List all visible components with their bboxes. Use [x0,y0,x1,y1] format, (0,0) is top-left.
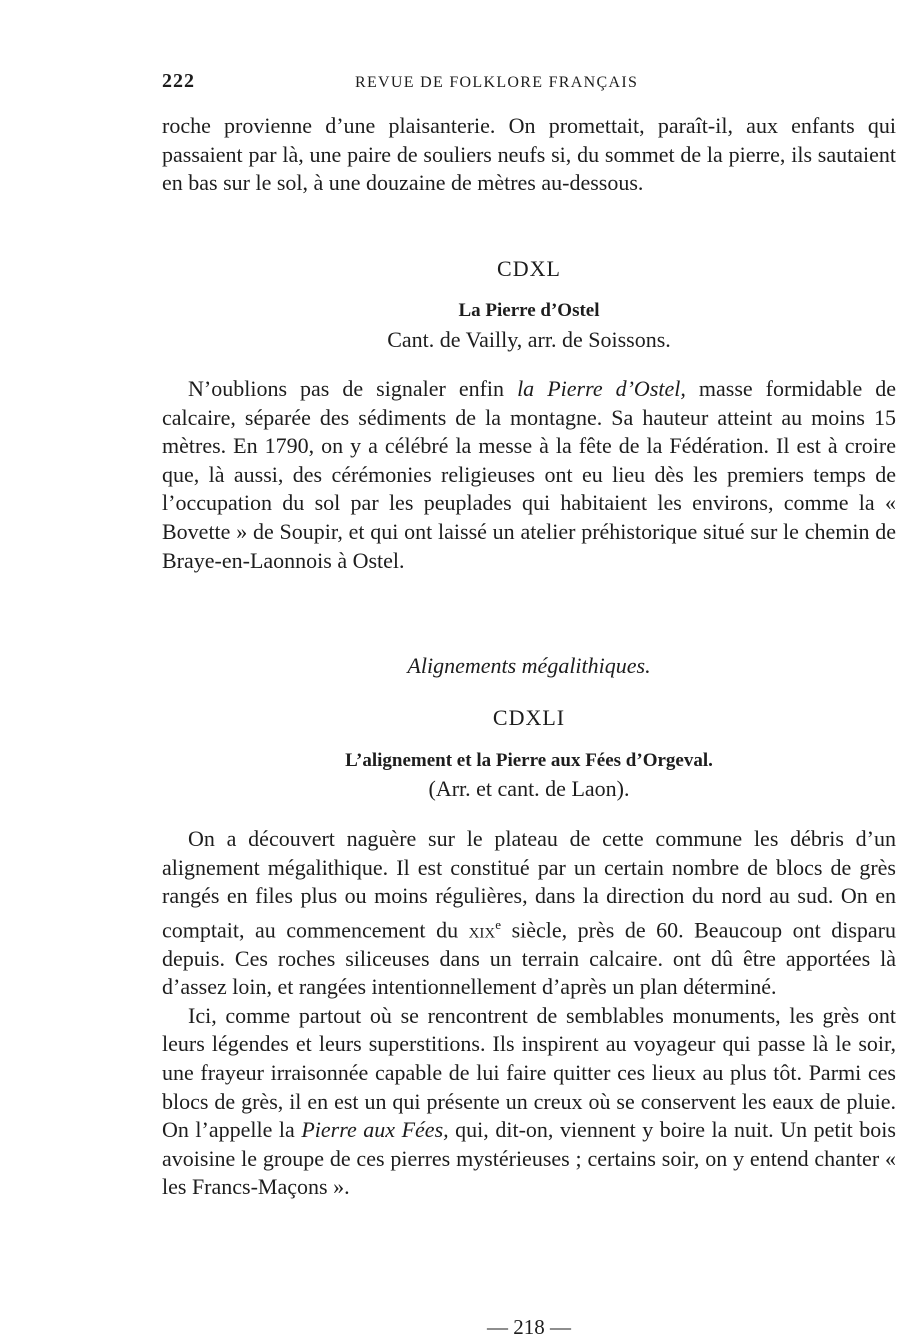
section1-paragraph [162,375,896,575]
intro-paragraph [162,112,896,198]
section1-number: CDXL [497,256,561,281]
section2-location: (Arr. et cant. de Laon). [428,776,630,801]
section2-para1-before: On a découvert naguère sur le plateau de cette commune les débris d’un alignement mégalithique. Il est constitué par un certain nombre de blocs de grès rangés en files plus ou moins régulières, dans la direction du nord au sud. On en comptait, au commencement du [162,826,896,943]
section2-paragraph-1 [162,825,896,1002]
subheading: Alignements mégalithiques. [407,653,651,678]
section2-number: CDXLI [492,705,566,730]
intro-text: roche provienne d’une plaisanterie. On promettait, paraît-il, aux enfants qui passaient par là, une paire de souliers neufs si, du sommet de la pierre, ils sautaient en bas sur le sol, à une douzaine de mètres au-dessous. [162,113,896,196]
section2-title: L’alignement et la Pierre aux Fées d’Orgeval. [345,750,713,771]
section2-para1-after: siècle, près de 60. Beaucoup ont disparu depuis. Ces roches siliceuses dans un terrain calcaire. ont dû être apportées là d’assez loin, et rangées intentionnellement d’après un plan déterminé. [162,917,897,1000]
header-page-number: 222 [162,70,195,92]
section2-para1-sup: e [495,916,502,932]
running-header [162,70,896,96]
section2-paragraph-2 [162,1002,896,1202]
section1-title: La Pierre d’Ostel [458,300,600,321]
section1-location: Cant. de Vailly, arr. de Soissons. [387,327,671,352]
running-title: REVUE DE FOLKLORE FRANÇAIS [355,74,639,91]
section2-para1-century: xix [468,917,496,943]
section1-para-before: N’oublions pas de signaler enfin [188,376,518,401]
section2-para2-italic: Pierre aux Fées, [301,1117,449,1143]
section1-para-after: masse formidable de calcaire, séparée des sédiments de la montagne. Sa hauteur atteint au moins 15 mètres. En 1790, on y a célébré la messe à la fête de la Fédération. Il est à croire que, là aussi, des cérémonies religieuses ont eu lieu dès les premiers temps de l’occupation du sol par les peuplades qui habitaient les environs, comme la « Bovette » de Soupir, et qui ont laissé un atelier préhistorique situé sur le chemin de Braye-en-Laonnois à Ostel. [162,376,896,573]
section2-body [162,825,896,1202]
footer-page-number: — 218 — [487,1315,571,1339]
section2-para2-before: Ici, comme partout où se rencontrent de semblables monuments, les grès ont leurs légendes et leurs superstitions. Ils inspirent au voyageur qui passe là le soir, une frayeur irraisonnée capable de lui faire quitter ces lieux au plus tôt. Parmi ces blocs de grès, il en est un qui présente un creux où se conservent les eaux de pluie. On l’appelle la [162,1002,896,1143]
section2-para2-after: qui, dit-on, viennent y boire la nuit. Un petit bois avoisine le groupe de ces pierres mystérieuses ; certains soir, on y entend chanter « les Francs-Maçons ». [162,1117,896,1200]
section1-para-italic: la Pierre d’Ostel, [517,376,686,401]
